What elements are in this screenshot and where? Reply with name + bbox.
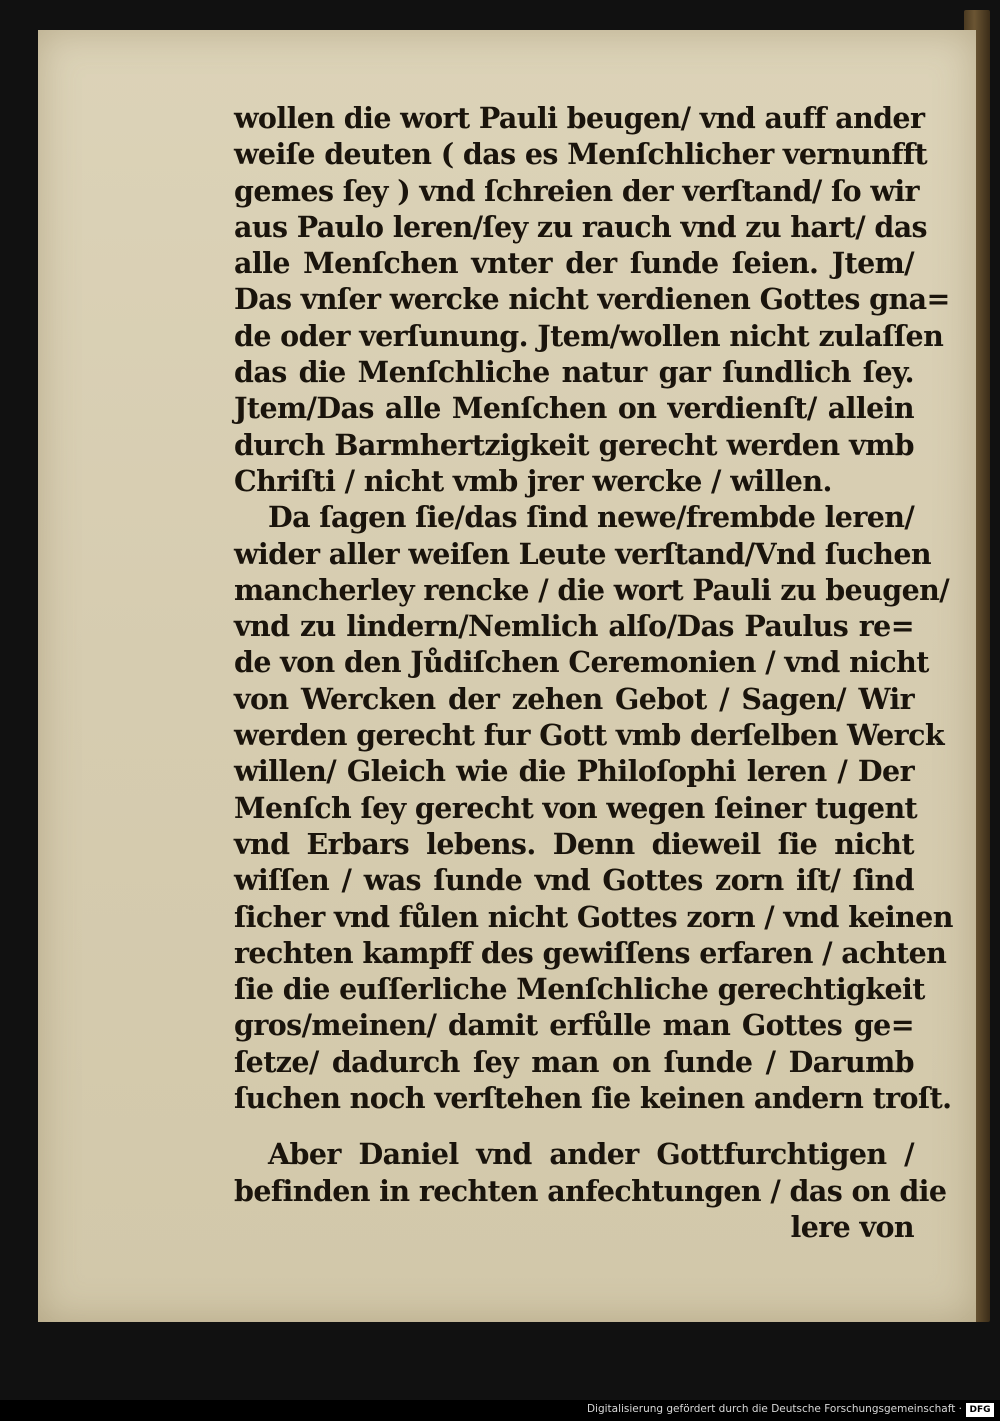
text-line: ſicher vnd fůlen nicht Gottes zorn / vnd keinen <box>234 899 953 934</box>
text-line: de von den Jůdiſchen Ceremonien / vnd nicht <box>234 645 929 680</box>
footer-credit: Digitalisierung gefördert durch die Deutsche Forschungsgemeinschaft · <box>586 1403 962 1415</box>
dfg-logo: DFG <box>966 1403 994 1417</box>
text-line: Jtem/Das alle Menſchen on verdienſt/ allein <box>234 391 914 426</box>
text-line: ſuchen noch verſtehen ſie keinen andern troſt. <box>234 1081 952 1116</box>
text-line: de oder verſunung. Jtem/wollen nicht zulaſſen <box>234 318 944 353</box>
text-line: alle Menſchen vnter der ſunde ſeien. Jtem/ <box>234 246 914 281</box>
text-line: von Wercken der zehen Gebot / Sagen/ Wir <box>234 681 914 716</box>
catchword: lere von <box>790 1209 914 1244</box>
text-line: werden gerecht fur Gott vmb derſelben Werck <box>234 718 944 753</box>
book-page <box>38 30 976 1322</box>
text-line: mancherley rencke / die wort Pauli zu beugen/ <box>234 572 950 607</box>
text-line: vnd Erbars lebens. Denn dieweil ſie nicht <box>234 826 914 861</box>
text-line: rechten kampff des gewiſſens erfaren / achten <box>234 935 947 970</box>
paragraph <box>234 1136 947 1209</box>
text-line: Aber Daniel vnd ander Gottfurchtigen / <box>268 1137 914 1172</box>
text-line: weiſe deuten ( das es Menſchlicher vernunfft <box>234 137 928 172</box>
text-line: willen/ Gleich wie die Philoſophi leren / Der <box>234 754 914 789</box>
text-line: aus Paulo leren/ſey zu rauch vnd zu hart/ das <box>234 209 928 244</box>
text-line: befinden in rechten anfechtungen / das on die <box>234 1173 947 1208</box>
text-line: ſie die euſſerliche Menſchliche gerechtigkeit <box>234 972 925 1007</box>
text-line: ſetze/ dadurch ſey man on ſunde / Darumb <box>234 1044 914 1079</box>
text-line: Das vnſer wercke nicht verdienen Gottes gna= <box>234 282 950 317</box>
text-line: wollen die wort Pauli beugen/ vnd auff ander <box>234 101 925 135</box>
text-line: gros/meinen/ damit erfůlle man Gottes ge= <box>234 1008 914 1043</box>
text-line: das die Menſchliche natur gar ſundlich ſey. <box>234 355 914 390</box>
text-line: vnd zu lindern/Nemlich alſo/Das Paulus re= <box>234 609 914 644</box>
footer-bar <box>0 1400 1000 1421</box>
text-line: Chriſti / nicht vmb jrer wercke / willen. <box>234 463 832 498</box>
text-line: durch Barmhertzigkeit gerecht werden vmb <box>234 427 914 462</box>
text-line: Da ſagen ſie/das ſind newe/frembde leren/ <box>268 500 915 535</box>
paragraph <box>234 499 953 1116</box>
paragraph <box>234 100 950 499</box>
text-block <box>234 100 953 1245</box>
text-line: Menſch ſey gerecht von wegen ſeiner tugent <box>234 790 918 825</box>
text-line: wiſſen / was ſunde vnd Gottes zorn iſt/ ſind <box>234 863 914 898</box>
text-line: gemes ſey ) vnd ſchreien der verſtand/ ſo wir <box>234 173 919 208</box>
text-line: wider aller weiſen Leute verſtand/Vnd ſuchen <box>234 536 932 571</box>
